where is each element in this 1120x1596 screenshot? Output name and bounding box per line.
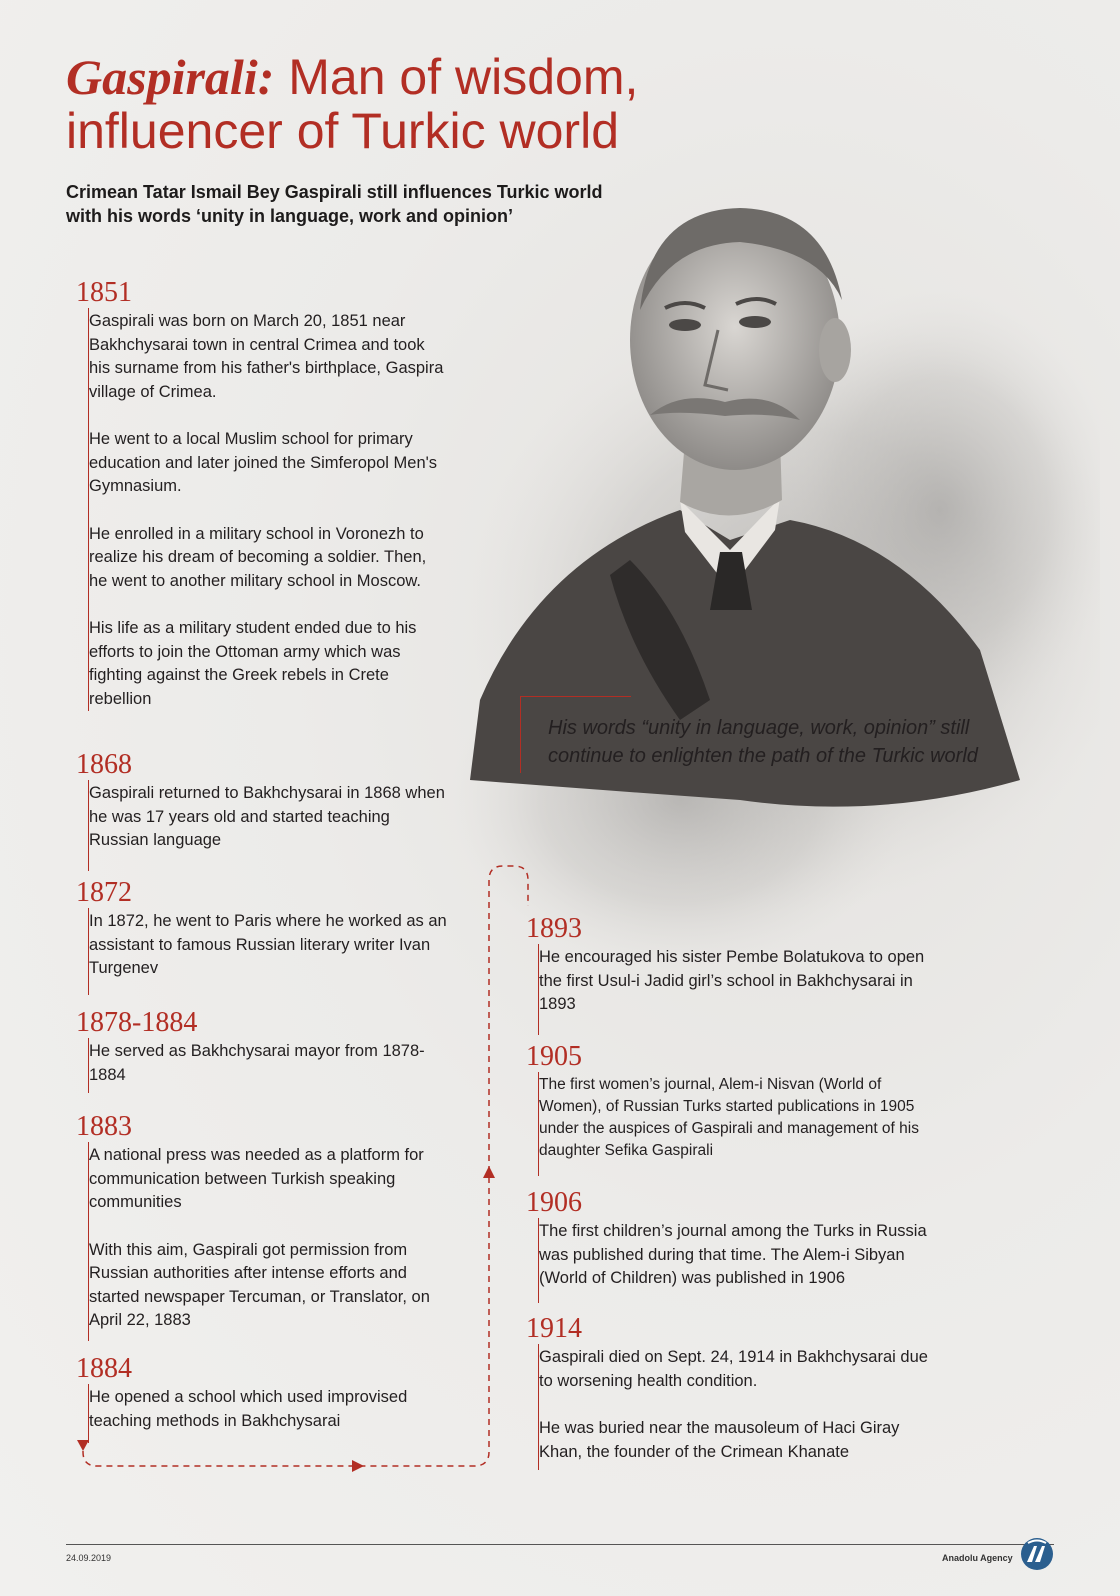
event-year: 1883 <box>76 1111 132 1142</box>
event-paragraph: He went to a local Muslim school for primary education and later joined the Simferopol Men's Gymnasium. <box>89 430 438 495</box>
event-paragraph: Gaspirali died on Sept. 24, 1914 in Bakhchysarai due to worsening health condition. <box>539 1348 928 1390</box>
event-body <box>88 1384 448 1443</box>
event-year: 1868 <box>76 749 132 780</box>
event-paragraph: Gaspirali was born on March 20, 1851 near Bakhchysarai town in central Crimea and took his surname from his father's birthplace, Gaspira village of Crimea. <box>89 312 444 401</box>
event-paragraph: With this aim, Gaspirali got permission from Russian authorities after intense efforts and started newspaper Tercuman, or Translator, on April 22, 1883 <box>89 1240 430 1329</box>
publish-date: 24.09.2019 <box>66 1553 112 1563</box>
event-paragraph: He served as Bakhchysarai mayor from 1878-1884 <box>89 1042 425 1084</box>
event-year: 1884 <box>76 1353 132 1384</box>
timeline-event <box>76 278 448 711</box>
timeline-event <box>76 878 448 995</box>
event-paragraph: The first women’s journal, Alem-i Nisvan (World of Women), of Russian Turks started publications in 1905 under the auspices of Gaspirali and management of his daughter Sefika Gaspirali <box>539 1076 919 1159</box>
event-body <box>538 1344 946 1470</box>
title-rest: Man of wisdom, influencer of Turkic world <box>66 49 639 159</box>
event-year: 1893 <box>526 913 582 944</box>
page-subtitle: Crimean Tatar Ismail Bey Gaspirali still influences Turkic world with his words ‘unity in language, work and opinion’ <box>66 182 603 226</box>
event-body <box>88 780 448 871</box>
event-body <box>538 944 946 1035</box>
timeline-event <box>526 1188 946 1303</box>
event-paragraph: He encouraged his sister Pembe Bolatukova to open the first Usul-i Jadid girl’s school in Bakhchysarai in 1893 <box>539 948 925 1013</box>
event-paragraph: In 1872, he went to Paris where he worked as an assistant to famous Russian literary writer Ivan Turgenev <box>89 912 447 977</box>
timeline-event <box>76 1354 448 1443</box>
right-arrow-icon <box>352 1460 364 1472</box>
event-body <box>88 1038 448 1093</box>
title-lead: Gaspirali: <box>66 49 275 105</box>
footer-divider <box>66 1544 1054 1545</box>
event-body <box>538 1218 946 1303</box>
event-year: 1851 <box>76 277 132 308</box>
event-year: 1906 <box>526 1187 582 1218</box>
event-paragraph: Gaspirali returned to Bakhchysarai in 1868 when he was 17 years old and started teaching Russian language <box>89 784 445 849</box>
aa-logo-icon <box>1020 1537 1054 1571</box>
event-paragraph: He enrolled in a military school in Voronezh to realize his dream of becoming a soldier. Then, he went to another military school in Moscow. <box>89 524 427 590</box>
timeline-event <box>526 1042 946 1176</box>
event-paragraph: His life as a military student ended due to his efforts to join the Ottoman army which was fighting against the Greek rebels in Crete rebellion <box>89 619 417 708</box>
timeline-event <box>76 1008 448 1093</box>
timeline-event <box>526 914 946 1035</box>
event-paragraph: He opened a school which used improvised teaching methods in Bakhchysarai <box>89 1388 408 1430</box>
event-paragraph: The first children’s journal among the Turks in Russia was published during that time. The Alem-i Sibyan (World of Children) was published in 1906 <box>539 1222 927 1287</box>
event-body <box>538 1072 946 1176</box>
timeline-event <box>76 1112 448 1341</box>
event-year: 1878-1884 <box>76 1007 198 1038</box>
event-body <box>88 1142 448 1341</box>
timeline-event <box>526 1314 946 1470</box>
event-year: 1905 <box>526 1041 582 1072</box>
agency-name: Anadolu Agency <box>942 1553 1013 1563</box>
event-year: 1872 <box>76 877 132 908</box>
quote-text: His words “unity in language, work, opinion” still continue to enlighten the path of the Turkic world <box>548 717 978 767</box>
event-year: 1914 <box>526 1313 582 1344</box>
event-paragraph: A national press was needed as a platform for communication between Turkish speaking communities <box>89 1146 424 1211</box>
up-arrow-icon <box>483 1166 495 1178</box>
timeline-event <box>76 750 448 871</box>
event-body <box>88 908 448 995</box>
event-paragraph: He was buried near the mausoleum of Haci Giray Khan, the founder of the Crimean Khanate <box>539 1419 900 1461</box>
event-body <box>88 308 448 711</box>
